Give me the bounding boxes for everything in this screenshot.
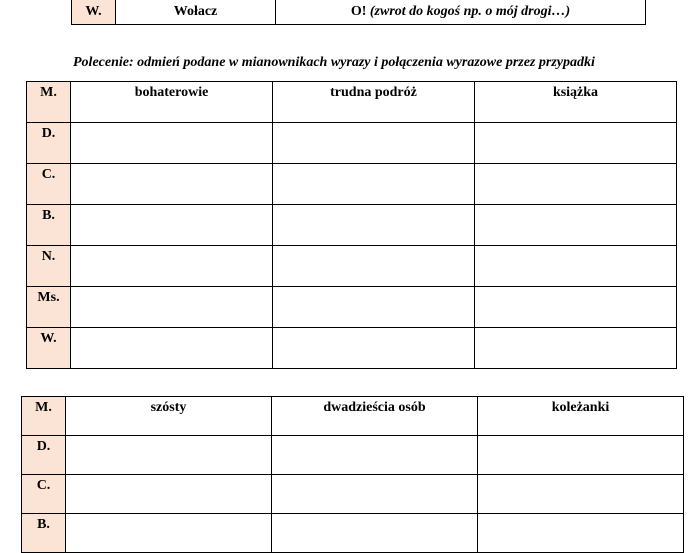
case-summary-table [71, 0, 646, 25]
header-cell [71, 82, 273, 123]
case-label-cell [27, 246, 71, 287]
header-row [27, 82, 677, 123]
case-label: W. [85, 4, 102, 19]
header-label: trudna podróż [330, 85, 417, 100]
case-example-cell [276, 0, 646, 25]
answer-cell[interactable] [475, 123, 677, 164]
answer-cell[interactable] [272, 514, 478, 553]
table-row [27, 246, 677, 287]
answer-cell[interactable] [71, 205, 273, 246]
answer-cell[interactable] [272, 436, 478, 475]
case-label-cell [22, 514, 66, 553]
table-row [27, 164, 677, 205]
answer-cell[interactable] [66, 436, 272, 475]
case-label: D. [36, 439, 51, 454]
case-label-cell [22, 475, 66, 514]
answer-cell[interactable] [273, 205, 475, 246]
table-row [22, 436, 684, 475]
header-label: dwadzieścia osób [323, 400, 426, 415]
answer-cell[interactable] [71, 328, 273, 369]
header-label: szósty [150, 400, 187, 415]
header-cell [273, 82, 475, 123]
header-cell [66, 397, 272, 436]
header-cell [478, 397, 684, 436]
answer-cell[interactable] [71, 164, 273, 205]
case-example-main: O! [350, 4, 367, 19]
table-row [72, 0, 646, 25]
header-label: bohaterowie [134, 85, 209, 100]
answer-cell[interactable] [478, 475, 684, 514]
case-label-cell [27, 328, 71, 369]
case-name: Wołacz [173, 4, 218, 19]
case-label-cell [27, 82, 71, 123]
case-label-cell [27, 287, 71, 328]
answer-cell[interactable] [478, 436, 684, 475]
declension-table-1 [26, 81, 677, 369]
table-row [27, 328, 677, 369]
table-row [27, 205, 677, 246]
case-label: C. [41, 167, 56, 182]
case-label-cell [22, 397, 66, 436]
case-label: N. [41, 249, 56, 264]
case-name-cell [116, 0, 276, 25]
declension-table-2 [21, 396, 684, 553]
answer-cell[interactable] [475, 287, 677, 328]
case-label: B. [42, 208, 55, 223]
header-row [22, 397, 684, 436]
answer-cell[interactable] [272, 475, 478, 514]
case-label: M. [35, 400, 52, 415]
answer-cell[interactable] [66, 514, 272, 553]
answer-cell[interactable] [273, 246, 475, 287]
answer-cell[interactable] [273, 287, 475, 328]
case-label-cell [27, 164, 71, 205]
case-label: B. [37, 517, 50, 532]
case-label: D. [41, 126, 56, 141]
case-example-note: (zwrot do kogoś np. o mój drogi…) [369, 4, 571, 19]
answer-cell[interactable] [71, 246, 273, 287]
case-label: W. [40, 331, 57, 346]
header-cell [475, 82, 677, 123]
answer-cell[interactable] [71, 287, 273, 328]
table-row [27, 123, 677, 164]
header-label: koleżanki [551, 400, 610, 415]
answer-cell[interactable] [273, 164, 475, 205]
case-label: C. [36, 478, 51, 493]
table-row [22, 514, 684, 553]
answer-cell[interactable] [66, 475, 272, 514]
answer-cell[interactable] [475, 328, 677, 369]
answer-cell[interactable] [475, 205, 677, 246]
answer-cell[interactable] [475, 164, 677, 205]
case-label: M. [40, 85, 57, 100]
instruction-text: Polecenie: odmień podane w mianownikach wyrazy i połączenia wyrazowe przez przypadki [73, 55, 595, 70]
header-label: książka [552, 85, 599, 100]
answer-cell[interactable] [273, 123, 475, 164]
answer-cell[interactable] [71, 123, 273, 164]
case-label-cell [27, 123, 71, 164]
case-label-cell [22, 436, 66, 475]
case-label-cell [27, 205, 71, 246]
header-cell [272, 397, 478, 436]
case-label-cell [72, 0, 116, 25]
answer-cell[interactable] [478, 514, 684, 553]
answer-cell[interactable] [475, 246, 677, 287]
table-row [22, 475, 684, 514]
case-label: Ms. [37, 290, 60, 305]
table-row [27, 287, 677, 328]
answer-cell[interactable] [273, 328, 475, 369]
